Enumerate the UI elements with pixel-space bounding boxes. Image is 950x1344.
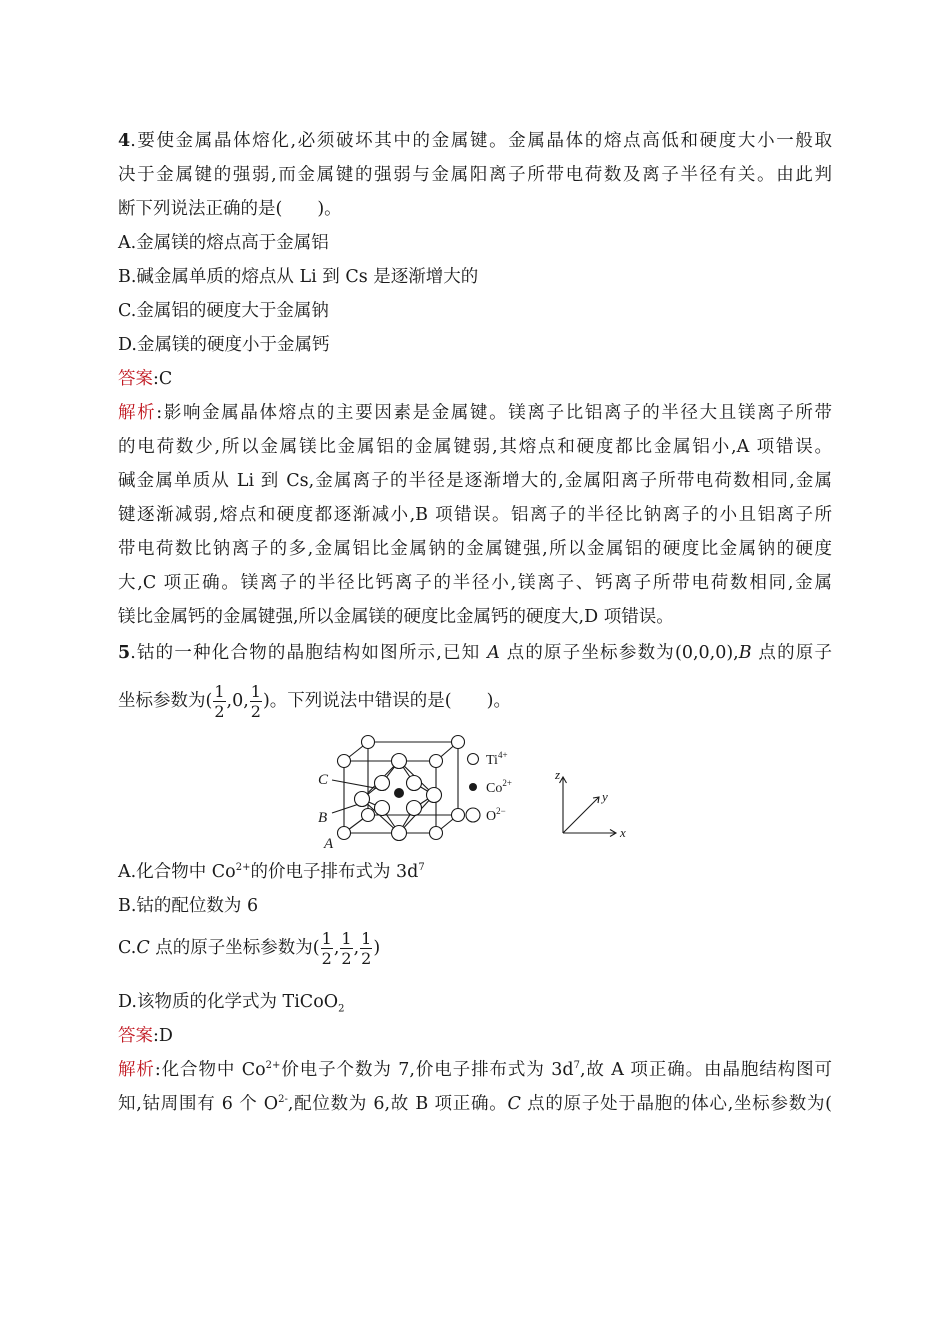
legend-o-marker bbox=[466, 808, 480, 822]
q4-option-d: D.金属镁的硬度小于金属钙 bbox=[118, 335, 330, 355]
q4-number: 4 bbox=[118, 131, 131, 151]
q4-analysis-line-2: 的电荷数少,所以金属镁比金属铝的金属键弱,其熔点和硬度都比金属铝小,A 项错误。 bbox=[118, 437, 832, 457]
q4-option-a: A.金属镁的熔点高于金属铝 bbox=[118, 233, 329, 253]
q5-option-a: A.化合物中 $Co^{2+}$的价电子排布式为 $3d^7$ bbox=[118, 862, 425, 882]
q4-option-b: B.碱金属单质的熔点从 Li 到 Cs 是逐渐增大的 bbox=[118, 267, 479, 287]
q5-option-c: C.C 点的原子坐标参数为( $\frac{1}{2}$ , $\frac{1}{2}$ , $\frac{1}{2}$ ) bbox=[118, 928, 381, 968]
fraction-half: $\frac{1}{2}$ bbox=[214, 681, 225, 721]
q4-analysis-line-4: 键逐渐减弱,熔点和硬度都逐渐减小,B 项错误。铝离子的半径比钠离子的小且铝离子所 bbox=[118, 505, 832, 525]
q5-analysis-line-2: 知,钴周围有 6 个 $O^{2-}$,配位数为 6,故 B 项正确。C 点的原子处于晶胞的体心,坐标参数为( bbox=[118, 1094, 833, 1114]
fraction-half: $\frac{1}{2}$ bbox=[250, 681, 261, 721]
point-c-label: C bbox=[507, 1094, 521, 1114]
legend-ti-marker bbox=[468, 754, 479, 765]
q4-analysis-line-3: 碱金属单质从 Li 到 Cs,金属离子的半径是逐渐增大的,金属阳离子所带电荷数相同,金属 bbox=[118, 471, 832, 491]
fraction-half: $\frac{1}{2}$ bbox=[361, 928, 372, 968]
q5-analysis-line-1: 解析:化合物中 $Co^{2+}$价电子个数为 7,价电子排布式为 $3d^7$,故 A 项正确。由晶胞结构图可 bbox=[118, 1060, 833, 1080]
analysis-label: 解析 bbox=[118, 1060, 155, 1080]
axis-x-label: x bbox=[620, 825, 626, 840]
q4-analysis-line-6: 大,C 项正确。镁离子的半径比钙离子的半径小,镁离子、钙离子所带电荷数相同,金属 bbox=[118, 573, 832, 593]
q5-stem-line-2: 坐标参数为( $\frac{1}{2}$ ,0, $\frac{1}{2}$ )。下列说法中错误的是( )。 bbox=[118, 681, 511, 721]
answer-label: 答案 bbox=[118, 1026, 153, 1046]
answer-value: :D bbox=[153, 1026, 173, 1046]
fraction-half: $\frac{1}{2}$ bbox=[341, 928, 352, 968]
q5-number: 5 bbox=[118, 643, 131, 663]
axis-z-label: z bbox=[555, 767, 561, 782]
legend-co-label: $Co^{2+}$ bbox=[486, 778, 512, 796]
q4-analysis-line-7: 镁比金属钙的金属键强,所以金属镁的硬度比金属钙的硬度大,D 项错误。 bbox=[118, 607, 674, 627]
q4-stem-line-1: 4.要使金属晶体熔化,必须破坏其中的金属键。金属晶体的熔点高低和硬度大小一般取 bbox=[118, 131, 832, 151]
point-a-label: A bbox=[487, 643, 500, 663]
q5-answer bbox=[118, 1023, 173, 1049]
q4-stem-line-2: 决于金属键的强弱,而金属键的强弱与金属阳离子所带电荷数及离子半径有关。由此判 bbox=[118, 165, 832, 185]
answer-value: :C bbox=[153, 369, 173, 389]
answer-label: 答案 bbox=[118, 369, 153, 389]
point-b-label: B bbox=[738, 643, 752, 663]
q4-analysis-line-5: 带电荷数比钠离子的多,金属铝比金属钠的金属键强,所以金属铝的硬度比金属钠的硬度 bbox=[118, 539, 832, 559]
figure-label-a: A bbox=[324, 836, 334, 851]
point-c-label: C bbox=[136, 938, 150, 958]
q4-stem-line-3: 断下列说法正确的是( )。 bbox=[118, 199, 342, 219]
q4-option-c: C.金属铝的硬度大于金属钠 bbox=[118, 301, 329, 321]
crystal-cell-figure bbox=[310, 733, 640, 851]
figure-label-c: C bbox=[318, 772, 329, 788]
q5-option-d: D.该物质的化学式为 TiCoO$_2$ bbox=[118, 992, 345, 1015]
fraction-half: $\frac{1}{2}$ bbox=[321, 928, 332, 968]
coordinate-axes bbox=[560, 777, 617, 837]
q4-analysis-line-1: 解析:影响金属晶体熔点的主要因素是金属键。镁离子比铝离子的半径大且镁离子所带 bbox=[118, 403, 832, 423]
analysis-label: 解析 bbox=[118, 403, 157, 423]
q5-stem-line-1: 5.钴的一种化合物的晶胞结构如图所示,已知 A 点的原子坐标参数为(0,0,0),B 点的原子 bbox=[118, 643, 832, 663]
figure-label-b: B bbox=[318, 810, 328, 826]
legend-o-label: $O^{2-}$ bbox=[486, 806, 506, 824]
legend-co-marker bbox=[469, 783, 477, 791]
q4-answer bbox=[118, 366, 172, 392]
legend-ti-label: $Ti^{4+}$ bbox=[486, 750, 508, 768]
axis-y-label: y bbox=[602, 789, 608, 804]
q5-option-b: B.钴的配位数为 6 bbox=[118, 896, 259, 916]
